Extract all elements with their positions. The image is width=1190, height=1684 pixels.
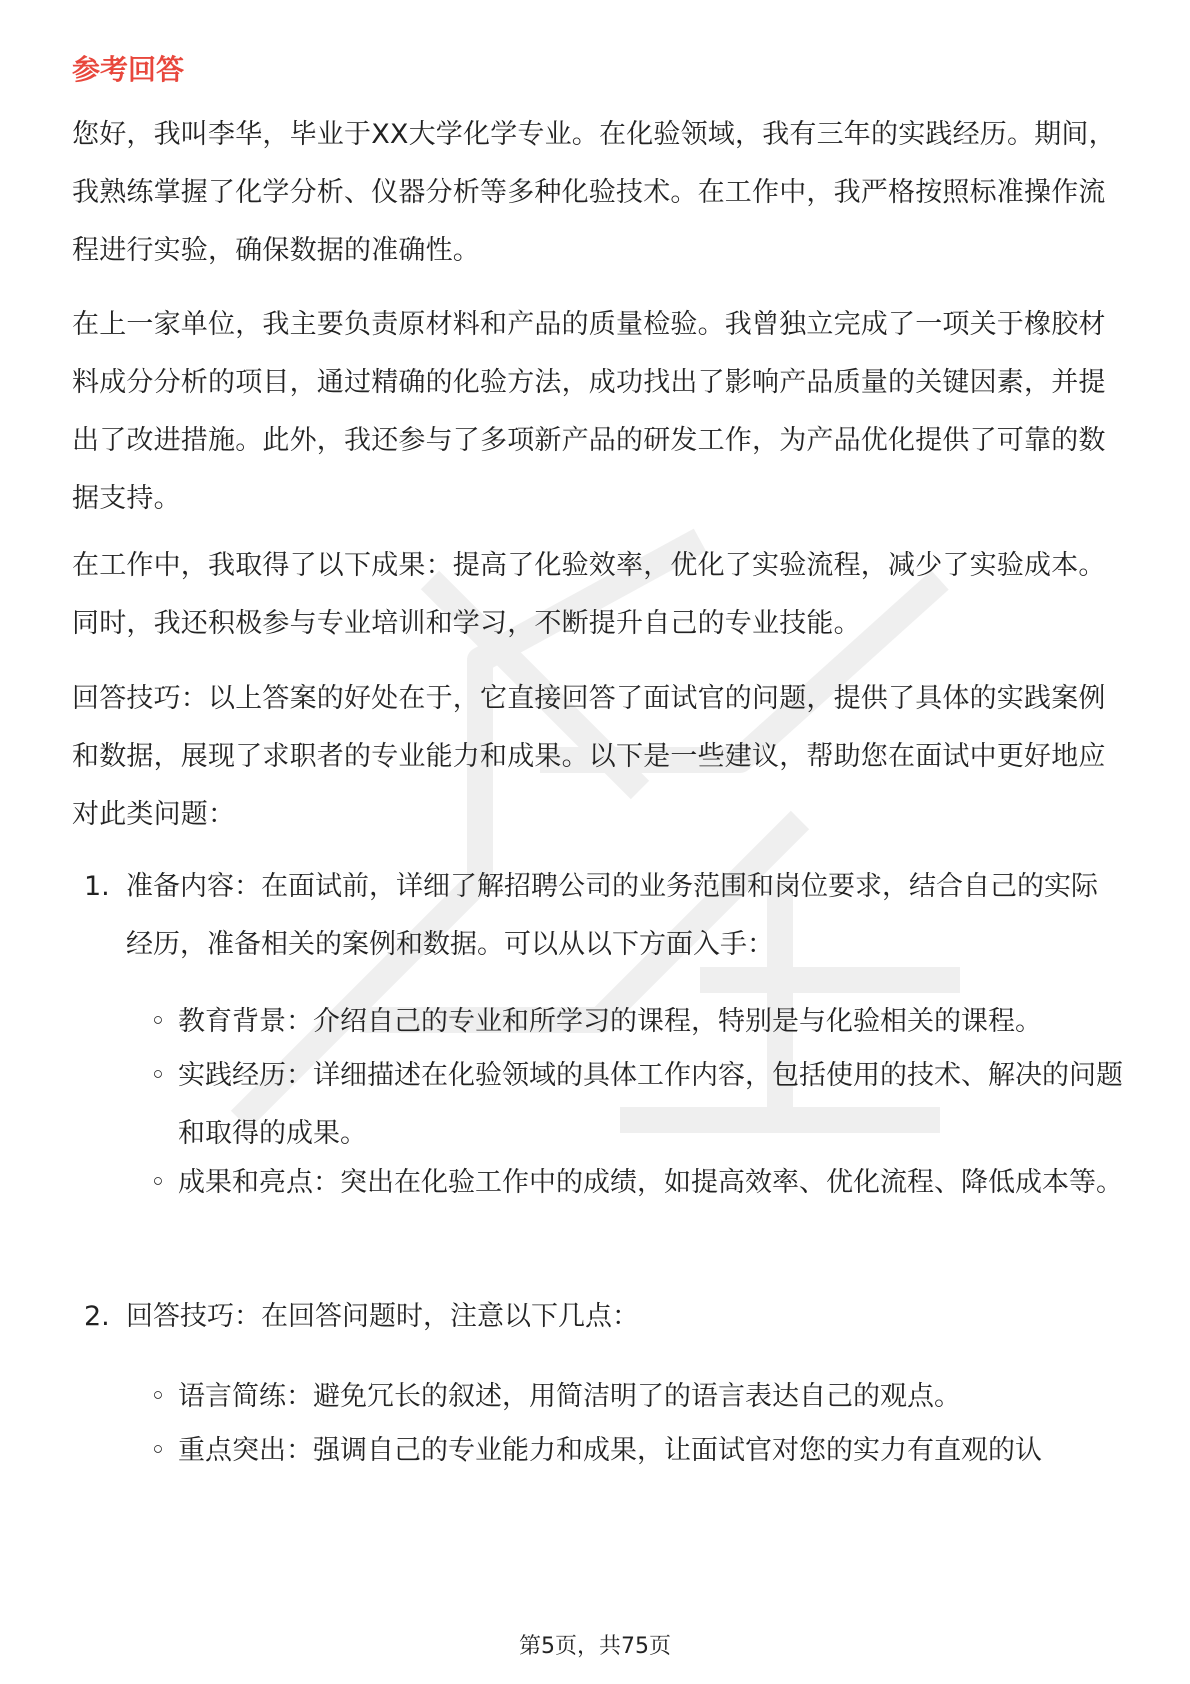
achievements-paragraph: 在工作中，我取得了以下成果：提高了化验效率，优化了实验流程，减少了实验成本。同时，我还积极参与专业培训和学习，不断提升自己的专业技能。 xyxy=(72,550,1106,639)
list-number: 1. xyxy=(84,871,110,902)
bullet-text: 成果和亮点：突出在化验工作中的成绩，如提高效率、优化流程、降低成本等。 xyxy=(178,1167,1123,1198)
bullet-icon: ◦ xyxy=(150,1006,166,1037)
list-item xyxy=(84,858,1124,974)
list-number: 2. xyxy=(84,1301,110,1332)
experience-paragraph: 在上一家单位，我主要负责原材料和产品的质量检验。我曾独立完成了一项关于橡胶材料成分分析的项目，通过精确的化验方法，成功找出了影响产品质量的关键因素，并提出了改进措施。此外，我还参与了多项新产品的研发工作，为产品优化提供了可靠的数据支持。 xyxy=(72,309,1106,514)
list-bullet xyxy=(150,993,1125,1051)
list-item xyxy=(84,1288,1124,1346)
bullet-text: 实践经历：详细描述在化验领域的具体工作内容，包括使用的技术、解决的问题和取得的成果。 xyxy=(178,1060,1123,1149)
bullet-icon: ◦ xyxy=(150,1167,166,1198)
list-item-text: 回答技巧：在回答问题时，注意以下几点： xyxy=(126,1301,639,1332)
bullet-text: 教育背景：介绍自己的专业和所学习的课程，特别是与化验相关的课程。 xyxy=(178,1006,1042,1037)
tips-paragraph: 回答技巧：以上答案的好处在于，它直接回答了面试官的问题，提供了具体的实践案例和数据，展现了求职者的专业能力和成果。以下是一些建议，帮助您在面试中更好地应对此类问题： xyxy=(72,683,1106,830)
list-item-text: 准备内容：在面试前，详细了解招聘公司的业务范围和岗位要求，结合自己的实际经历，准备相关的案例和数据。可以从以下方面入手： xyxy=(126,871,1098,960)
section-heading: 参考回答 xyxy=(72,53,185,86)
bullet-icon: ◦ xyxy=(150,1381,166,1412)
list-bullet xyxy=(150,1422,1125,1480)
bullet-text: 语言简练：避免冗长的叙述，用简洁明了的语言表达自己的观点。 xyxy=(178,1381,961,1412)
list-bullet xyxy=(150,1368,1125,1426)
list-bullet xyxy=(150,1154,1125,1212)
bullet-text: 重点突出：强调自己的专业能力和成果，让面试官对您的实力有直观的认 xyxy=(178,1435,1042,1466)
bullet-icon: ◦ xyxy=(150,1060,166,1091)
page-number-footer: 第5页，共75页 xyxy=(519,1634,671,1659)
bullet-icon: ◦ xyxy=(150,1435,166,1466)
list-bullet xyxy=(150,1047,1125,1163)
intro-paragraph: 您好，我叫李华，毕业于XX大学化学专业。在化验领域，我有三年的实践经历。期间，我熟练掌握了化学分析、仪器分析等多种化验技术。在工作中，我严格按照标准操作流程进行实验，确保数据的准确性。 xyxy=(72,119,1116,266)
